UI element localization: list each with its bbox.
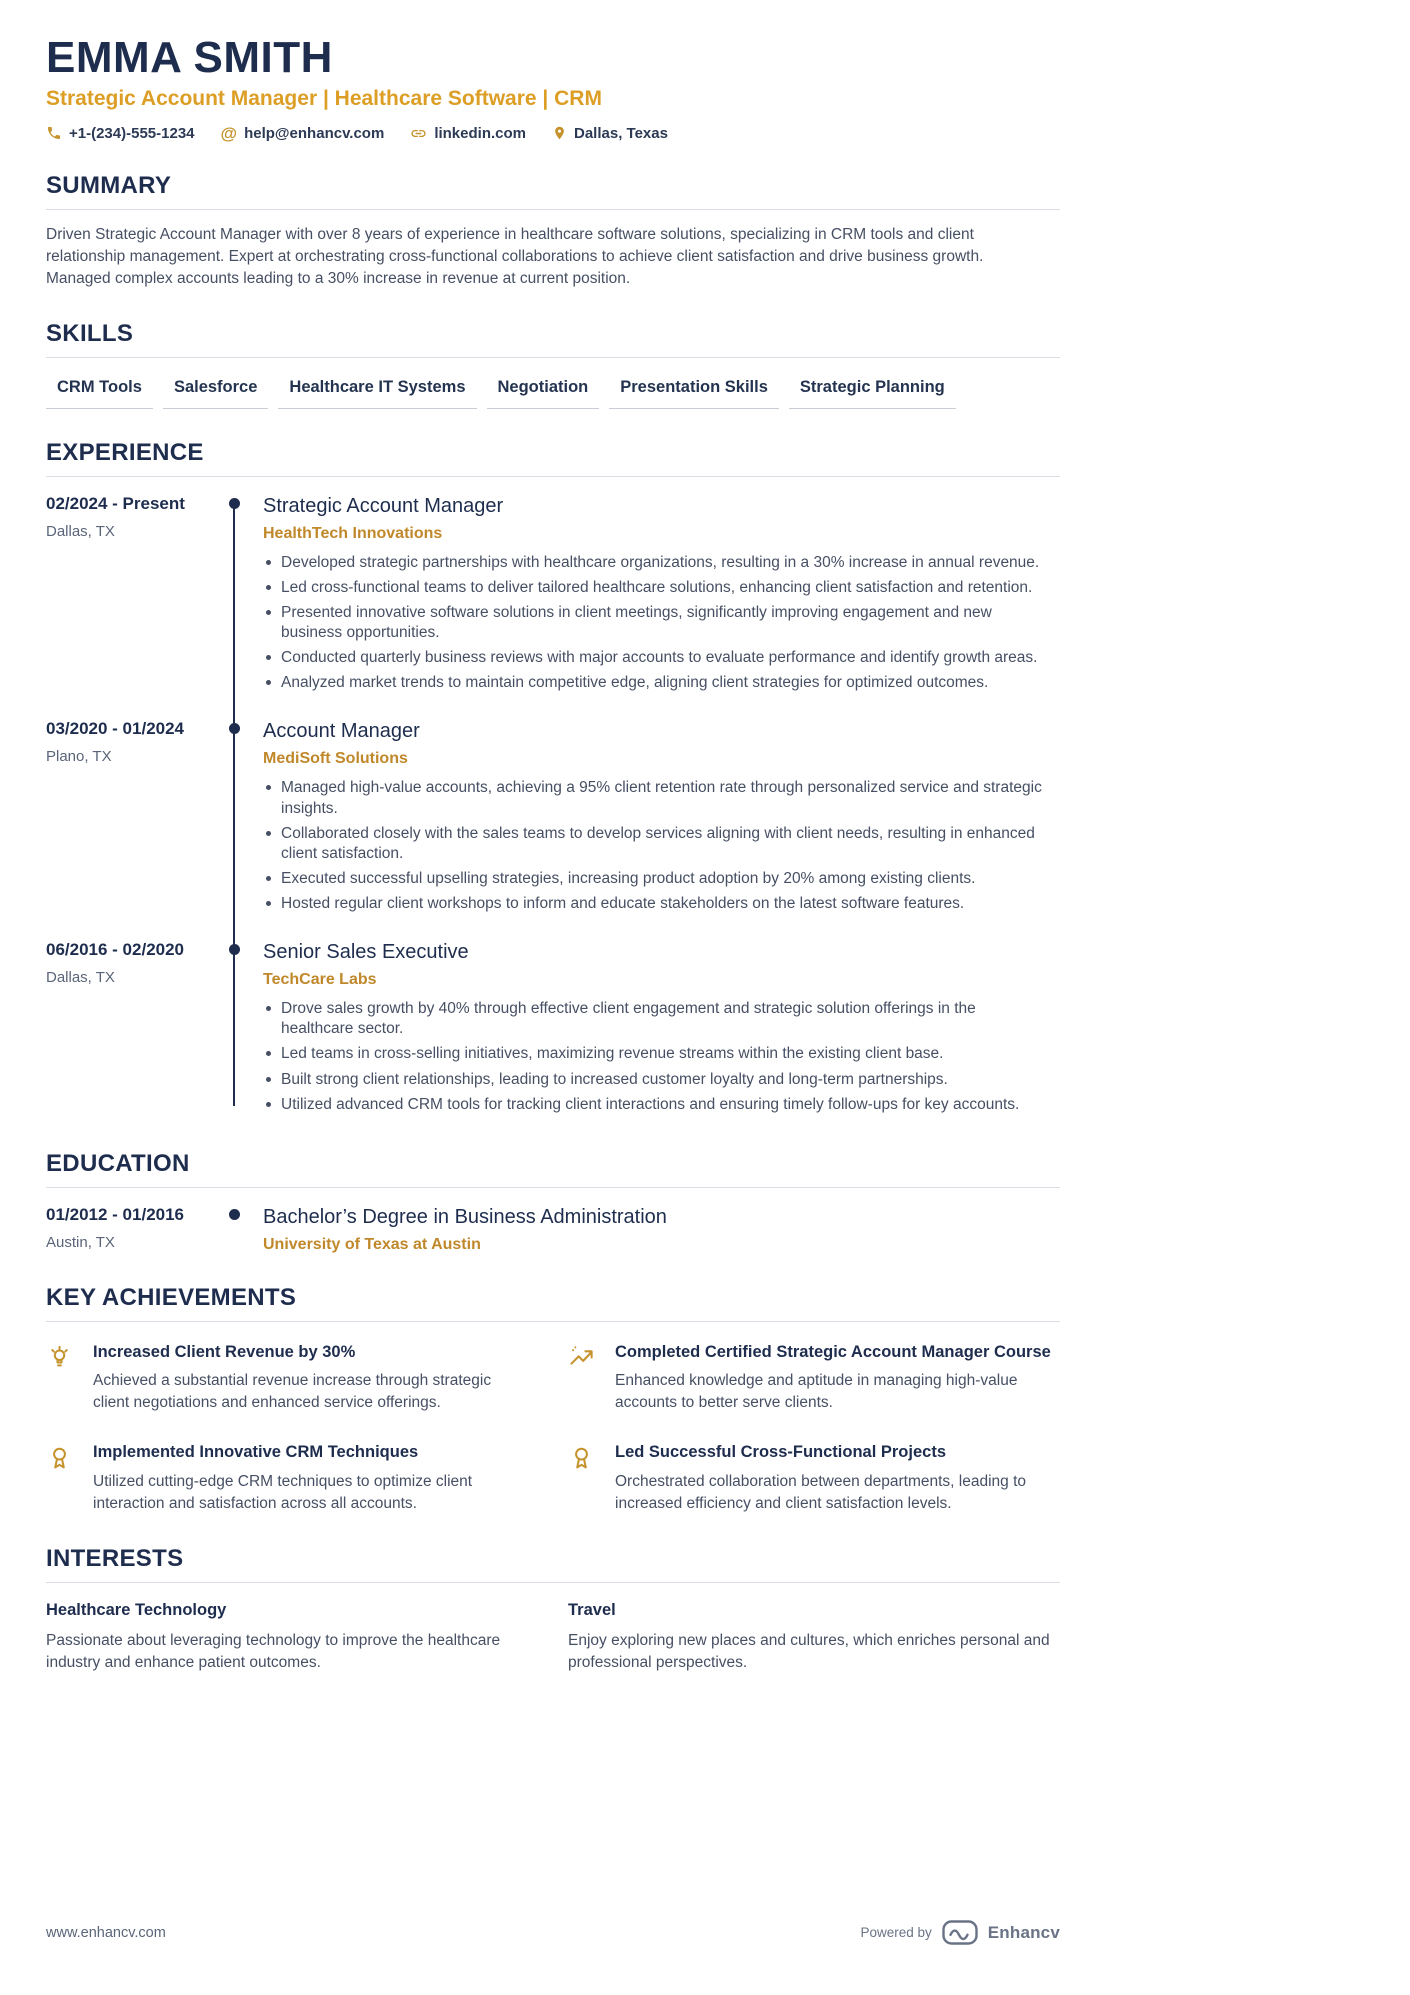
contact-bar bbox=[46, 125, 1060, 142]
achievement-item bbox=[46, 1342, 522, 1414]
achievement-body bbox=[615, 1342, 1060, 1414]
entry-location: Austin, TX bbox=[46, 1233, 115, 1251]
resume-header bbox=[46, 34, 1060, 142]
entry-meta bbox=[46, 494, 233, 699]
entry-meta bbox=[46, 1205, 233, 1254]
skill-item: Salesforce bbox=[163, 376, 268, 409]
degree-title: Bachelor’s Degree in Business Administration bbox=[263, 1205, 667, 1228]
achievement-title: Completed Certified Strategic Account Manager Course bbox=[615, 1342, 1051, 1361]
entry-body bbox=[233, 940, 1046, 1120]
company-name: MediSoft Solutions bbox=[263, 750, 408, 768]
entry-body bbox=[233, 719, 1046, 919]
section-skills bbox=[46, 320, 1060, 409]
interests-grid bbox=[46, 1601, 1060, 1674]
job-title: Strategic Account Manager bbox=[263, 494, 504, 517]
contact-phone-text: +1-(234)-555-1234 bbox=[69, 124, 195, 142]
interest-text: Passionate about leveraging technology to improve the healthcare industry and enhance patient outcomes. bbox=[46, 1631, 501, 1671]
contact-location-text: Dallas, Texas bbox=[574, 124, 668, 142]
school-name: University of Texas at Austin bbox=[263, 1235, 481, 1253]
achievement-title: Led Successful Cross-Functional Projects bbox=[615, 1443, 946, 1462]
achievement-text: Utilized cutting-edge CRM techniques to optimize client interaction and satisfaction across all accounts. bbox=[93, 1472, 473, 1512]
timeline-dot-icon bbox=[229, 1209, 240, 1220]
link-icon bbox=[410, 125, 427, 142]
job-bullet: Drove sales growth by 40% through effective client engagement and strategic solution offerings in the healthcare sector. bbox=[263, 999, 1046, 1039]
skills-heading: SKILLS bbox=[46, 320, 1060, 358]
experience-entry bbox=[46, 927, 1060, 1120]
job-bullet: Developed strategic partnerships with healthcare organizations, resulting in a 30% increase in annual revenue. bbox=[263, 553, 1046, 573]
achievements-grid bbox=[46, 1342, 1060, 1515]
interests-heading: INTERESTS bbox=[46, 1545, 1060, 1583]
timeline-dot-icon bbox=[229, 723, 240, 734]
achievement-body bbox=[93, 1342, 522, 1414]
achievement-item bbox=[46, 1442, 522, 1514]
job-bullet: Utilized advanced CRM tools for tracking client interactions and ensuring timely follow-ups for key accounts. bbox=[263, 1095, 1046, 1115]
achievement-text: Orchestrated collaboration between departments, leading to increased efficiency and client satisfaction levels. bbox=[615, 1472, 1026, 1512]
entry-dates: 06/2016 - 02/2020 bbox=[46, 940, 185, 960]
education-timeline bbox=[46, 1192, 1060, 1254]
achievement-item bbox=[568, 1342, 1060, 1414]
summary-heading: SUMMARY bbox=[46, 172, 1060, 210]
entry-meta bbox=[46, 940, 233, 1120]
company-name: HealthTech Innovations bbox=[263, 524, 443, 542]
entry-body bbox=[233, 1205, 1046, 1254]
medal-icon bbox=[46, 1442, 73, 1514]
job-bullet: Conducted quarterly business reviews with major accounts to evaluate performance and identify growth areas. bbox=[263, 648, 1046, 668]
summary-text: Driven Strategic Account Manager with over 8 years of experience in healthcare software solutions, specializing in CRM tools and client relationship management. Expert at orchestrating cross-functional collaborations to achieve client satisfaction and drive business growth. Managed complex accounts leading to a 30% increase in revenue at current position. bbox=[46, 225, 984, 287]
contact-email[interactable] bbox=[221, 125, 385, 142]
section-interests bbox=[46, 1545, 1060, 1674]
interest-item bbox=[46, 1601, 522, 1674]
achievement-title: Increased Client Revenue by 30% bbox=[93, 1342, 356, 1361]
experience-entry bbox=[46, 481, 1060, 699]
contact-link-text: linkedin.com bbox=[434, 124, 526, 142]
job-bullets bbox=[263, 999, 1046, 1115]
section-education bbox=[46, 1150, 1060, 1254]
interest-text: Enjoy exploring new places and cultures, which enriches personal and professional perspectives. bbox=[568, 1631, 1050, 1671]
section-summary bbox=[46, 172, 1060, 290]
contact-email-text: help@enhancv.com bbox=[244, 124, 385, 142]
enhancv-logo-icon bbox=[942, 1920, 978, 1945]
contact-link[interactable] bbox=[410, 125, 526, 142]
contact-phone[interactable] bbox=[46, 125, 195, 142]
achievement-text: Achieved a substantial revenue increase through strategic client negotiations and enhanced service offerings. bbox=[93, 1372, 492, 1412]
education-entry bbox=[46, 1192, 1060, 1254]
entry-location: Dallas, TX bbox=[46, 969, 115, 987]
section-achievements bbox=[46, 1284, 1060, 1515]
skill-item: CRM Tools bbox=[46, 376, 153, 409]
section-experience bbox=[46, 439, 1060, 1120]
achievement-title: Implemented Innovative CRM Techniques bbox=[93, 1443, 419, 1462]
medal-icon bbox=[568, 1442, 595, 1514]
location-pin-icon bbox=[552, 125, 567, 141]
interest-item bbox=[568, 1601, 1060, 1674]
enhancv-brand-name: Enhancv bbox=[987, 1922, 1060, 1942]
entry-location: Dallas, TX bbox=[46, 522, 115, 540]
job-bullet: Hosted regular client workshops to inform and educate stakeholders on the latest software features. bbox=[263, 894, 1046, 914]
achievement-text: Enhanced knowledge and aptitude in managing high-value accounts to better serve clients. bbox=[615, 1372, 1018, 1412]
timeline-dot-icon bbox=[229, 498, 240, 509]
skill-item: Healthcare IT Systems bbox=[278, 376, 476, 409]
experience-heading: EXPERIENCE bbox=[46, 439, 1060, 477]
job-bullet: Collaborated closely with the sales teams to develop services aligning with client needs, resulting in enhanced client satisfaction. bbox=[263, 824, 1046, 864]
interest-title: Travel bbox=[568, 1600, 616, 1619]
skills-list bbox=[46, 376, 1060, 409]
experience-timeline bbox=[46, 481, 1060, 1120]
job-bullet: Managed high-value accounts, achieving a 95% client retention rate through personalized service and strategic insights. bbox=[263, 778, 1046, 818]
entry-body bbox=[233, 494, 1046, 699]
entry-dates: 02/2024 - Present bbox=[46, 493, 185, 513]
job-title: Senior Sales Executive bbox=[263, 941, 469, 964]
experience-entry bbox=[46, 706, 1060, 919]
skill-item: Negotiation bbox=[487, 376, 600, 409]
job-bullet: Led cross-functional teams to deliver tailored healthcare solutions, enhancing client satisfaction and retention. bbox=[263, 578, 1046, 598]
phone-icon bbox=[46, 125, 62, 141]
entry-meta bbox=[46, 719, 233, 919]
achievements-heading: KEY ACHIEVEMENTS bbox=[46, 1284, 1060, 1322]
skill-item: Presentation Skills bbox=[609, 376, 779, 409]
job-bullet: Analyzed market trends to maintain competitive edge, aligning client strategies for optimized outcomes. bbox=[263, 673, 1046, 693]
page-footer bbox=[46, 1920, 1060, 1945]
entry-dates: 03/2020 - 01/2024 bbox=[46, 719, 185, 739]
at-icon: @ bbox=[220, 123, 238, 143]
job-bullets bbox=[263, 553, 1046, 694]
achievement-item bbox=[568, 1442, 1060, 1514]
achievement-body bbox=[93, 1442, 522, 1514]
idea-head-icon bbox=[46, 1342, 73, 1414]
job-bullet: Executed successful upselling strategies, increasing product adoption by 20% among existing clients. bbox=[263, 869, 1046, 889]
skill-item: Strategic Planning bbox=[789, 376, 956, 409]
job-title: Account Manager bbox=[263, 720, 420, 743]
entry-location: Plano, TX bbox=[46, 748, 112, 766]
entry-dates: 01/2012 - 01/2016 bbox=[46, 1204, 185, 1224]
job-bullet: Presented innovative software solutions in client meetings, significantly improving engagement and new business opportunities. bbox=[263, 603, 1046, 643]
trending-up-icon bbox=[568, 1342, 595, 1414]
timeline-dot-icon bbox=[229, 944, 240, 955]
company-name: TechCare Labs bbox=[263, 971, 377, 989]
achievement-body bbox=[615, 1442, 1060, 1514]
education-heading: EDUCATION bbox=[46, 1150, 1060, 1188]
footer-site-link[interactable]: www.enhancv.com bbox=[46, 1924, 166, 1941]
job-bullet: Built strong client relationships, leading to increased customer loyalty and long-term partnerships. bbox=[263, 1070, 1046, 1090]
interest-title: Healthcare Technology bbox=[46, 1600, 227, 1619]
job-bullets bbox=[263, 778, 1046, 914]
candidate-name: EMMA SMITH bbox=[46, 33, 333, 82]
job-bullet: Led teams in cross-selling initiatives, maximizing revenue streams within the existing client base. bbox=[263, 1044, 1046, 1064]
contact-location bbox=[552, 125, 668, 142]
powered-by-group bbox=[860, 1920, 1060, 1945]
powered-by-label: Powered by bbox=[860, 1925, 932, 1940]
candidate-headline: Strategic Account Manager | Healthcare Software | CRM bbox=[46, 86, 602, 110]
